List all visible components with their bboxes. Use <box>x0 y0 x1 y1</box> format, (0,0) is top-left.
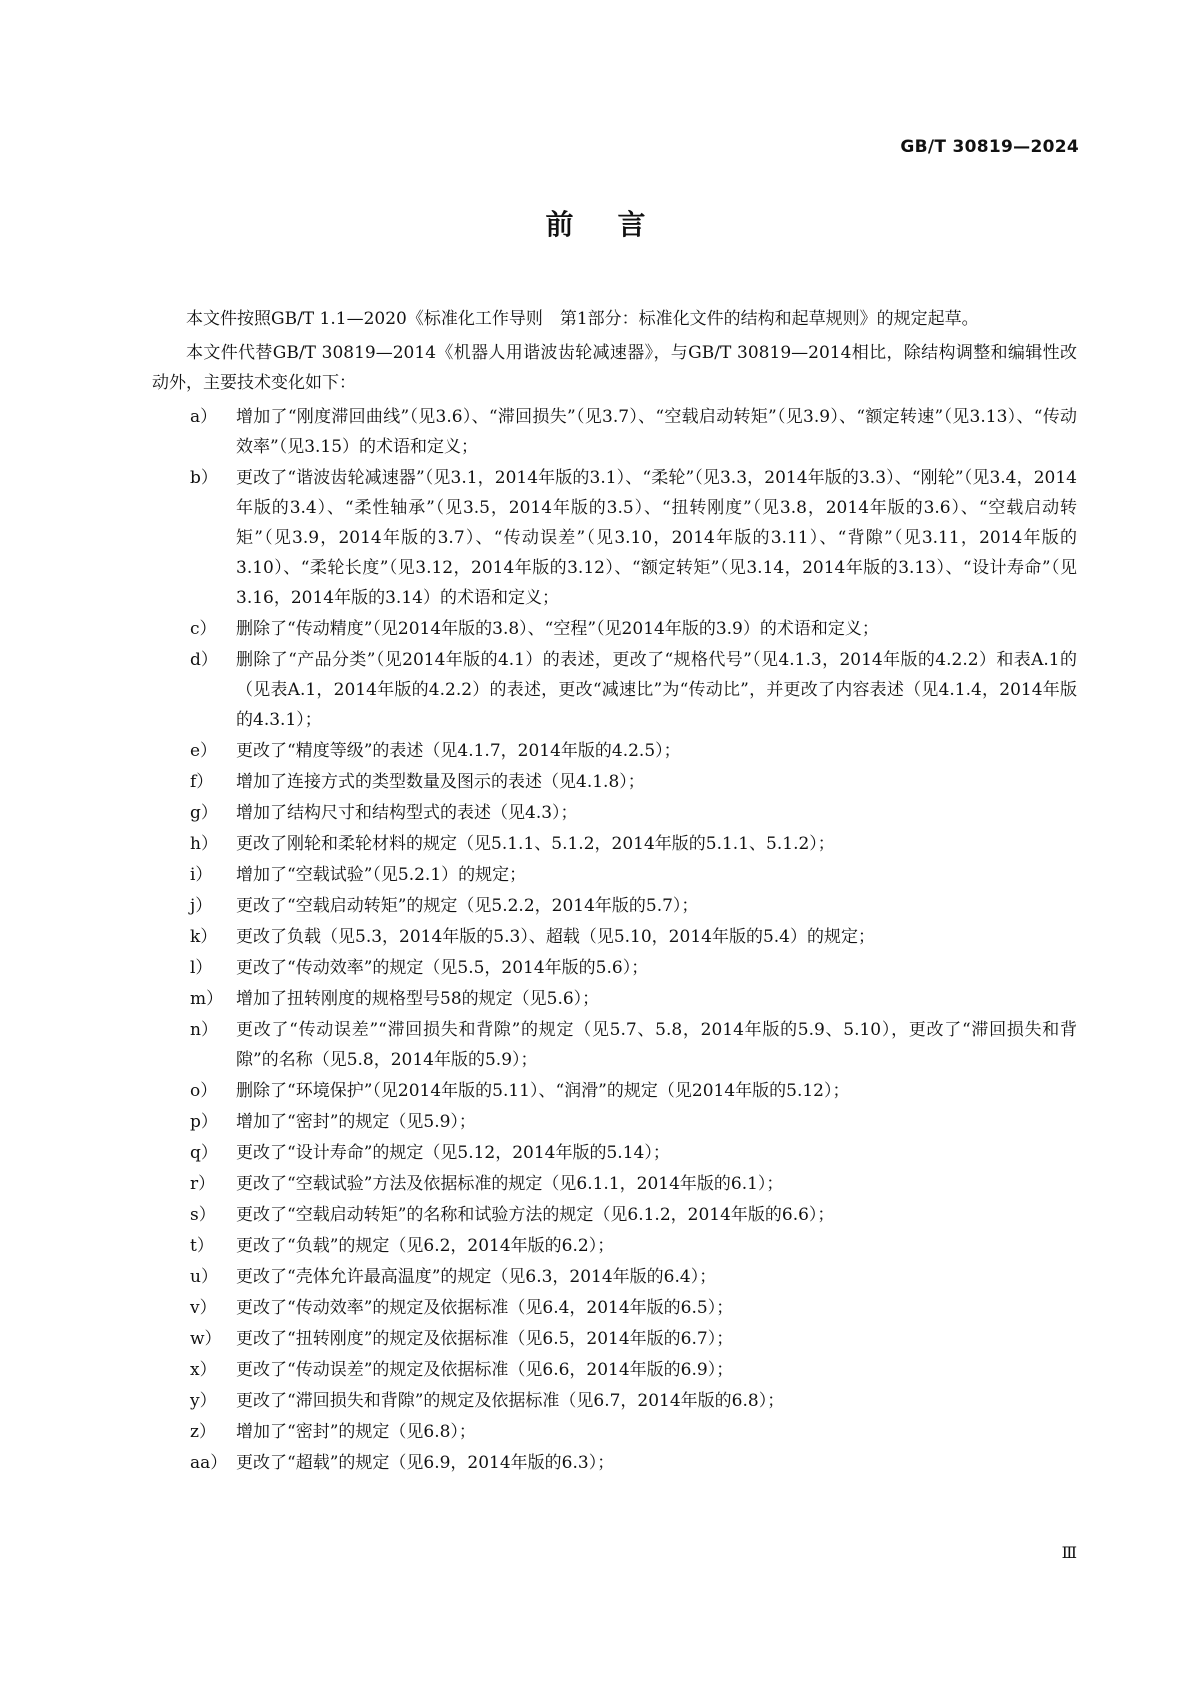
list-item-marker: k） <box>190 927 218 947</box>
list-item-text: 更改了“传动效率”的规定（见5.5，2014年版的5.6）； <box>236 958 649 978</box>
list-item <box>152 402 1077 462</box>
list-item-text: 更改了“精度等级”的表述（见4.1.7，2014年版的4.2.5）； <box>236 741 681 761</box>
list-item-marker: n） <box>190 1020 218 1040</box>
list-item-marker: y） <box>190 1391 217 1411</box>
list-item-marker: m） <box>190 989 224 1009</box>
list-item-text: 更改了“空载启动转矩”的名称和试验方法的规定（见6.1.2，2014年版的6.6）； <box>236 1205 835 1225</box>
list-item-text: 更改了“传动效率”的规定及依据标准（见6.4，2014年版的6.5）； <box>236 1298 734 1318</box>
list-item-text: 更改了“谐波齿轮减速器”（见3.1，2014年版的3.1）、“柔轮”（见3.3，2014年版的3.3）、“刚轮”（见3.4，2014年版的3.4）、“柔性轴承”（见3.5，2014年版的3.5）、“扭转刚度”（见3.8，2014年版的3.6）、“空载启动转矩”（见3.9，2014年版的3.7）、“传动误差”（见3.10，2014年版的3.11）、“背隙”（见3.11，2014年版的3.10）、“柔轮长度”（见3.12，2014年版的3.12）、“额定转矩”（见3.14，2014年版的3.13）、“设计寿命”（见3.16，2014年版的3.14）的术语和定义； <box>236 468 1077 608</box>
page-number: Ⅲ <box>1061 1543 1077 1562</box>
list-item-marker: b） <box>190 468 218 488</box>
list-item-marker: w） <box>190 1329 222 1349</box>
list-item-text: 增加了“刚度滞回曲线”（见3.6）、“滞回损失”（见3.7）、“空载启动转矩”（见3.9）、“额定转速”（见3.13）、“传动效率”（见3.15）的术语和定义； <box>236 407 1077 457</box>
list-item <box>152 1200 1077 1230</box>
list-item <box>152 984 1077 1014</box>
list-item-text: 更改了“滞回损失和背隙”的规定及依据标准（见6.7，2014年版的6.8）； <box>236 1391 785 1411</box>
intro-paragraph: 本文件按照GB/T 1.1—2020《标准化工作导则 第1部分：标准化文件的结构和起草规则》的规定起草。 <box>186 309 979 329</box>
list-item <box>152 1076 1077 1106</box>
list-item <box>152 1417 1077 1447</box>
list-item-marker: j） <box>190 896 213 916</box>
list-item-text: 删除了“产品分类”（见2014年版的4.1）的表述，更改了“规格代号”（见4.1.3，2014年版的4.2.2）和表A.1的（见表A.1，2014年版的4.2.2）的表述，更改“减速比”为“传动比”，并更改了内容表述（见4.1.4，2014年版的4.3.1）； <box>236 650 1077 730</box>
list-item-text: 更改了“传动误差”“滞回损失和背隙”的规定（见5.7、5.8，2014年版的5.9、5.10），更改了“滞回损失和背隙”的名称（见5.8，2014年版的5.9）； <box>236 1020 1077 1070</box>
list-item-marker: h） <box>190 834 218 854</box>
list-item-text: 增加了“密封”的规定（见5.9）； <box>236 1112 476 1132</box>
list-item <box>152 829 1077 859</box>
list-item-text: 增加了“空载试验”（见5.2.1）的规定； <box>236 865 527 885</box>
list-item-marker: u） <box>190 1267 218 1287</box>
list-item-marker: e） <box>190 741 218 761</box>
list-item <box>152 1107 1077 1137</box>
list-item-marker: t） <box>190 1236 214 1256</box>
change-list <box>152 402 1077 1478</box>
list-item-text: 更改了“负载”的规定（见6.2，2014年版的6.2）； <box>236 1236 615 1256</box>
list-item-text: 更改了“空载启动转矩”的规定（见5.2.2，2014年版的5.7）； <box>236 896 699 916</box>
list-item <box>152 1231 1077 1261</box>
list-item-marker: v） <box>190 1298 217 1318</box>
list-item-text: 更改了刚轮和柔轮材料的规定（见5.1.1、5.1.2，2014年版的5.1.1、5.1.2）； <box>236 834 835 854</box>
list-item <box>152 463 1077 613</box>
list-item-text: 更改了“空载试验”方法及依据标准的规定（见6.1.1，2014年版的6.1）； <box>236 1174 784 1194</box>
list-item-marker: a） <box>190 407 218 427</box>
list-item <box>152 767 1077 797</box>
list-item-text: 更改了“壳体允许最高温度”的规定（见6.3，2014年版的6.4）； <box>236 1267 717 1287</box>
list-item-marker: c） <box>190 619 217 639</box>
list-item-marker: p） <box>190 1112 218 1132</box>
list-item-marker: z） <box>190 1422 216 1442</box>
document-body <box>152 304 1077 1479</box>
list-item-text: 增加了连接方式的类型数量及图示的表述（见4.1.8）； <box>236 772 645 792</box>
list-item-marker: aa） <box>190 1453 228 1473</box>
list-item <box>152 860 1077 890</box>
list-item-text: 更改了“传动误差”的规定及依据标准（见6.6，2014年版的6.9）； <box>236 1360 734 1380</box>
list-item-marker: r） <box>190 1174 216 1194</box>
list-item-text: 增加了结构尺寸和结构型式的表述（见4.3）； <box>236 803 578 823</box>
list-item <box>152 736 1077 766</box>
list-item-marker: d） <box>190 650 218 670</box>
list-item-marker: g） <box>190 803 218 823</box>
list-item <box>152 1015 1077 1075</box>
list-item <box>152 1324 1077 1354</box>
list-item-text: 更改了“扭转刚度”的规定及依据标准（见6.5，2014年版的6.7）； <box>236 1329 734 1349</box>
list-item <box>152 798 1077 828</box>
list-item-marker: f） <box>190 772 214 792</box>
replacement-paragraph: 本文件代替GB/T 30819—2014《机器人用谐波齿轮减速器》，与GB/T 30819—2014相比，除结构调整和编辑性改动外，主要技术变化如下： <box>152 343 1077 393</box>
list-item-marker: x） <box>190 1360 217 1380</box>
list-item-text: 更改了“设计寿命”的规定（见5.12，2014年版的5.14）； <box>236 1143 670 1163</box>
list-item <box>152 953 1077 983</box>
list-item <box>152 614 1077 644</box>
list-item-text: 更改了“超载”的规定（见6.9，2014年版的6.3）； <box>236 1453 615 1473</box>
list-item-text: 增加了扭转刚度的规格型号58的规定（见5.6）； <box>236 989 600 1009</box>
list-item <box>152 645 1077 735</box>
list-item <box>152 1262 1077 1292</box>
list-item <box>152 1386 1077 1416</box>
list-item <box>152 1169 1077 1199</box>
list-item-text: 增加了“密封”的规定（见6.8）； <box>236 1422 476 1442</box>
list-item <box>152 1355 1077 1385</box>
list-item-text: 删除了“传动精度”（见2014年版的3.8）、“空程”（见2014年版的3.9）的术语和定义； <box>236 619 879 639</box>
list-item <box>152 1293 1077 1323</box>
list-item-text: 删除了“环境保护”（见2014年版的5.11）、“润滑”的规定（见2014年版的5.12）； <box>236 1081 850 1101</box>
list-item <box>152 891 1077 921</box>
list-item-marker: q） <box>190 1143 218 1163</box>
list-item-marker: i） <box>190 865 213 885</box>
page-title: 前言 <box>545 208 690 241</box>
list-item <box>152 1138 1077 1168</box>
list-item <box>152 922 1077 952</box>
list-item <box>152 1448 1077 1478</box>
standard-number: GB/T 30819—2024 <box>900 137 1079 157</box>
list-item-marker: l） <box>190 958 213 978</box>
list-item-marker: s） <box>190 1205 216 1225</box>
list-item-text: 更改了负载（见5.3，2014年版的5.3）、超载（见5.10，2014年版的5.4）的规定； <box>236 927 875 947</box>
list-item-marker: o） <box>190 1081 218 1101</box>
